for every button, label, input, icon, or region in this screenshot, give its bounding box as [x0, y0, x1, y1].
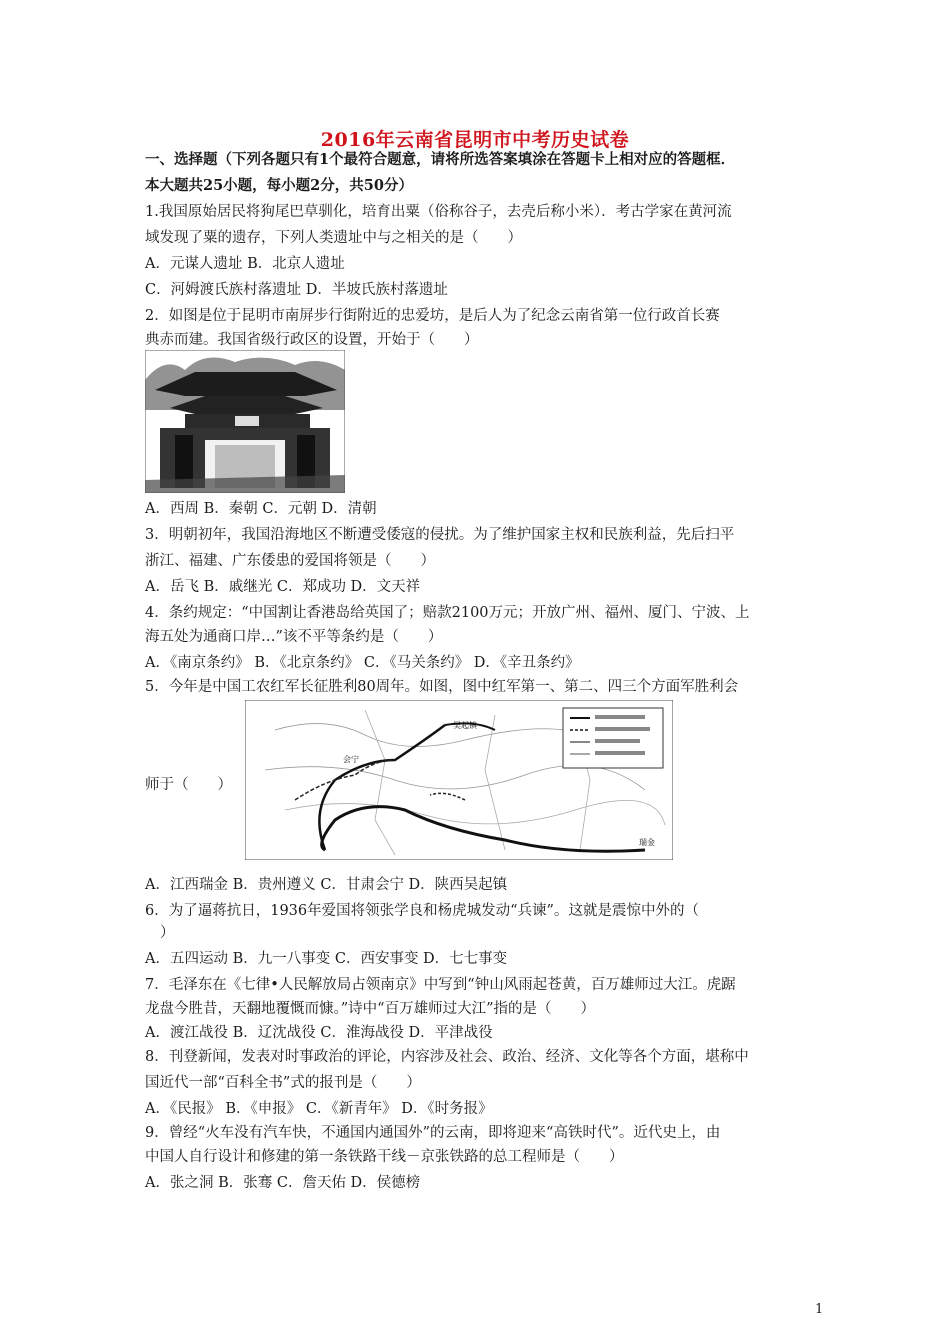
- q4-stem-line-1: 4．条约规定：“中国割让香港岛给英国了；赔款2100万元；开放广州、福州、厦门、宁波、上: [145, 605, 750, 621]
- q9-options: A．张之洞 B．张骞 C．詹天佑 D．侯德榜: [145, 1175, 421, 1191]
- long-march-map-image: [245, 700, 673, 860]
- q8-options: A．《民报》 B．《申报》 C．《新青年》 D．《时务报》: [145, 1101, 493, 1117]
- q3-stem-line-1: 3．明朝初年，我国沿海地区不断遭受倭寇的侵扰。为了维护国家主权和民族利益，先后扫平: [145, 527, 735, 543]
- q2-stem-line-2: 典赤而建。我国省级行政区的设置，开始于（ ）: [145, 332, 479, 348]
- map-label-wuqi: 吴起镇: [453, 721, 477, 730]
- q6-stem-line-2: ）: [160, 925, 175, 941]
- q2-options: A．西周 B．秦朝 C．元朝 D．清朝: [145, 501, 377, 517]
- q7-stem-line-1: 7．毛泽东在《七律•人民解放局占领南京》中写到“钟山风雨起苍黄，百万雄师过大江。虎踞: [145, 977, 736, 993]
- q1-options-2: C．河姆渡氏族村落遗址 D．半坡氏族村落遗址: [145, 282, 448, 298]
- q8-stem-line-2: 国近代一部“百科全书”式的报刊是（ ）: [145, 1075, 421, 1091]
- q1-stem-line-1: 1.我国原始居民将狗尾巴草驯化，培育出粟（俗称谷子，去壳后称小米）．考古学家在黄河流: [145, 204, 732, 220]
- exam-title: 2016年云南省昆明市中考历史试卷: [320, 129, 630, 151]
- section-heading-line-2: 本大题共25小题，每小题2分，共50分）: [145, 177, 413, 194]
- q4-stem-line-2: 海五处为通商口岸…”该不平等条约是（ ）: [145, 629, 443, 645]
- q4-options: A．《南京条约》 B．《北京条约》 C．《马关条约》 D．《辛丑条约》: [145, 655, 580, 671]
- zhongai-archway-image: [145, 350, 345, 493]
- map-label-ruijin: 瑞金: [639, 838, 655, 847]
- q8-stem-line-1: 8．刊登新闻，发表对时事政治的评论，内容涉及社会、政治、经济、文化等各个方面，堪称中: [145, 1049, 749, 1065]
- q3-options: A．岳飞 B．戚继光 C．郑成功 D．文天祥: [145, 579, 421, 595]
- section-heading-line-1: 一、选择题（下列各题只有1个最符合题意，请将所选答案填涂在答题卡上相对应的答题框．: [145, 151, 736, 168]
- q5-stem-line-2: 师于（ ）: [145, 777, 232, 793]
- q5-options: A．江西瑞金 B．贵州遵义 C．甘肃会宁 D．陕西吴起镇: [145, 877, 508, 893]
- q5-stem-line-1: 5．今年是中国工农红军长征胜利80周年。如图，图中红军第一、第二、四三个方面军胜利会: [145, 679, 739, 695]
- map-label-huining: 会宁: [343, 755, 359, 764]
- q9-stem-line-1: 9．曾经“火车没有汽车快，不通国内通国外”的云南，即将迎来“高铁时代”。近代史上，由: [145, 1125, 721, 1141]
- q3-stem-line-2: 浙江、福建、广东倭患的爱国将领是（ ）: [145, 553, 435, 569]
- q7-stem-line-2: 龙盘今胜昔，天翻地覆慨而慷。”诗中“百万雄师过大江”指的是（ ）: [145, 1001, 595, 1017]
- q2-stem-line-1: 2．如图是位于昆明市南屏步行街附近的忠爱坊，是后人为了纪念云南省第一位行政首长赛: [145, 308, 720, 324]
- q7-options: A．渡江战役 B．辽沈战役 C．淮海战役 D．平津战役: [145, 1025, 493, 1041]
- q6-stem-line-1: 6．为了逼蒋抗日，1936年爱国将领张学良和杨虎城发动“兵谏”。这就是震惊中外的（: [145, 903, 699, 919]
- q6-options: A．五四运动 B．九一八事变 C．西安事变 D．七七事变: [145, 951, 508, 967]
- q9-stem-line-2: 中国人自行设计和修建的第一条铁路干线－京张铁路的总工程师是（ ）: [145, 1149, 624, 1165]
- q1-options-1: A．元谋人遗址 B．北京人遗址: [145, 256, 345, 272]
- page-number: 1: [815, 1302, 824, 1317]
- q1-stem-line-2: 域发现了粟的遗存，下列人类遗址中与之相关的是（ ）: [145, 230, 522, 246]
